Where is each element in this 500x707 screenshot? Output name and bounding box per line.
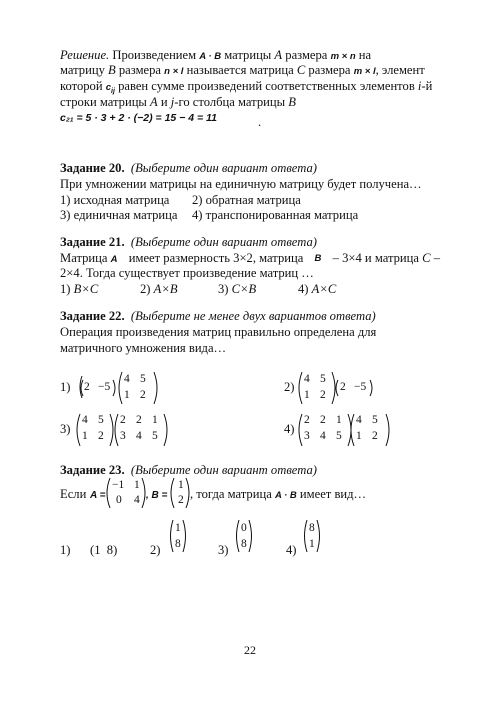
task22-option-4-matrices: 2 2 1 3 4 5 4 5 1 2	[304, 414, 378, 442]
task23-esli: Если	[60, 487, 87, 501]
task21-option-3: 3) C×B	[218, 282, 257, 296]
task22-option-3-label: 3)	[60, 422, 71, 436]
task21-option-2: 2) A×B	[140, 282, 178, 296]
task23-a-equals: A =	[90, 490, 106, 501]
formula-ml: m × l	[353, 66, 376, 77]
task21-option-1: 1) B×C	[60, 282, 99, 296]
task20-header	[60, 161, 317, 176]
task20-option-4: 4) транспонированная матрица	[192, 208, 359, 222]
task21-option-4: 4) A×C	[298, 282, 337, 296]
task23-hint: (Выберите один вариант ответа)	[130, 463, 317, 477]
task23-matrix-a-parens	[106, 476, 148, 510]
task23-option-2-parens	[169, 518, 187, 554]
task23-option-1-matrix: (1 8)	[90, 543, 118, 557]
task22-option-2-parens	[298, 370, 388, 406]
solution-lead: Решение.	[60, 48, 110, 62]
task23-matrix-a: −1 1 0 4	[112, 479, 140, 506]
task22-option-4-parens	[298, 412, 398, 448]
solution-line-1: Решение. Произведением A · B матрицы A размера m × n на	[60, 48, 372, 62]
task22-option-1-parens	[78, 370, 168, 406]
task21-title: Задание 21.	[60, 235, 125, 249]
task21-header	[60, 235, 317, 250]
task23-option-2-label: 2)	[150, 543, 161, 557]
task20-option-1: 1) исходная матрица	[60, 193, 170, 207]
task21-hint: (Выберите один вариант ответа)	[130, 235, 317, 249]
task22-option-1-matrices: 2 −5 4 5 1 2	[84, 373, 146, 401]
solution-formula: c₂₁ = 5 · 3 + 2 · (−2) = 15 − 4 = 11	[60, 112, 217, 124]
task23-option-3-label: 3)	[218, 543, 229, 557]
task22-option-3-parens	[76, 412, 176, 448]
task23-title: Задание 23.	[60, 463, 125, 477]
task22-title: Задание 22.	[60, 309, 125, 323]
formula-ab: A · B	[199, 51, 222, 62]
solution-line-4: строки матрицы A и j-го столбца матрицы B	[60, 95, 296, 109]
task20-option-3: 3) единичная матрица	[60, 208, 178, 222]
task22-option-4-label: 4)	[284, 422, 295, 436]
formula-mn: m × n	[330, 51, 356, 62]
task20-hint: (Выберите один вариант ответа)	[130, 161, 317, 175]
task22-question-1: Операция произведения матриц правильно определена для	[60, 325, 377, 339]
task20-title: Задание 20.	[60, 161, 125, 175]
formula-cij: $c_{ij}$	[105, 82, 115, 95]
task22-option-2-label: 2)	[284, 380, 295, 394]
task23-b-equals: , B =	[146, 490, 168, 501]
task23-matrix-b: 1 2	[178, 479, 184, 506]
task22-question-2: матричного умножения вида…	[60, 341, 227, 355]
task22-hint: (Выберите не менее двух вариантов ответа)	[130, 309, 376, 323]
task22-option-1-label: 1)	[60, 380, 71, 394]
task20-option-2: 2) обратная матрица	[192, 193, 301, 207]
solution-line-2: матрицу B размера n × l называется матрица C размера m × l, элемент	[60, 63, 425, 77]
task23-option-2-matrix: 1 8	[175, 522, 181, 550]
task22-header	[60, 309, 376, 324]
task23-option-4-parens	[303, 518, 321, 554]
solution-line-3: которой $c_{ij}$ равен сумме произведений соответственных элементов i-й	[60, 79, 433, 95]
task23-option-1-label: 1)	[60, 543, 71, 557]
formula-end-dot: .	[258, 115, 262, 129]
task23-question-tail: , тогда матрица A · B имеет вид…	[190, 487, 367, 501]
task23-matrix-b-parens	[170, 476, 192, 510]
task22-option-2-matrices: 4 5 1 2 2 −5	[304, 373, 367, 401]
task23-option-3-parens	[235, 518, 253, 554]
task20-question: При умножении матрицы на единичную матрицу будет получена…	[60, 177, 422, 191]
task22-option-3-matrices: 4 5 1 2 2 2 1 3 4 5	[82, 414, 158, 442]
task23-option-3-matrix: 0 8	[241, 522, 247, 550]
formula-nl: n × l	[164, 66, 184, 77]
page-number: 22	[244, 643, 256, 657]
task23-option-4-matrix: 8 1	[309, 522, 315, 550]
task21-line-2: 2×4. Тогда существует произведение матриц …	[60, 266, 314, 280]
task23-option-4-label: 4)	[286, 543, 297, 557]
task21-line-1: Матрица A имеет размерность 3×2, матрица B – 3×4 и матрица C –	[60, 251, 440, 265]
